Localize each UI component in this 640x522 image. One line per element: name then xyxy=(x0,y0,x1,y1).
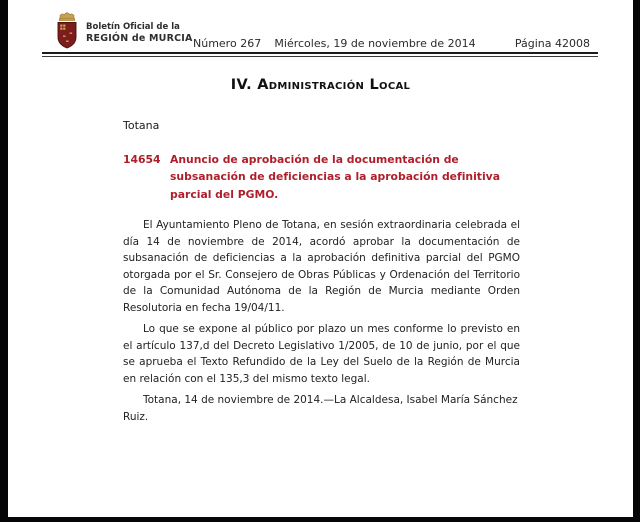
announcement-body xyxy=(123,118,520,425)
section-title: IV. Administración Local xyxy=(230,77,411,93)
notice-title: Anuncio de aprobación de la documentación de subsanación de deficiencias a la aprobación definitiva parcial del PGMO. xyxy=(170,152,500,201)
masthead-line1: Boletín Oficial de la xyxy=(86,22,180,32)
document-page xyxy=(8,0,633,517)
paragraph-2: Lo que se expone al público por plazo un mes conforme lo previsto en el artículo 137,d del Decreto Legislativo 1/2005, de 10 de junio, por el que se aprueba el Texto Refundido de la Ley del Suelo de la Región de Murcia en relación con el 135,3 del mismo texto legal. xyxy=(123,323,520,385)
masthead xyxy=(8,0,633,58)
notice-heading xyxy=(123,151,520,204)
paragraph-1: El Ayuntamiento Pleno de Totana, en sesión extraordinaria celebrada el día 14 de noviembre de 2014, acordó aprobar la documentación de subsanación de deficiencias a la aprobación definitiva parcial del PGMO otorgada por el Sr. Consejero de Obras Públicas y Ordenación del Territorio de la Comunidad Autónoma de la Región de Murcia mediante Orden Resolutoria en fecha 19/04/11. xyxy=(123,219,520,314)
page-number: Página 42008 xyxy=(514,37,590,50)
masthead-title xyxy=(86,22,193,45)
murcia-coat-of-arms-icon xyxy=(55,11,79,52)
issue-number: Número 267 xyxy=(193,37,262,50)
notice-number: 14654 xyxy=(123,152,161,166)
masthead-rule xyxy=(42,52,598,58)
signature-line: Totana, 14 de noviembre de 2014.—La Alcaldesa, Isabel María Sánchez Ruiz. xyxy=(123,394,518,423)
issue-date: Miércoles, 19 de noviembre de 2014 xyxy=(274,37,476,50)
municipality-heading: Totana xyxy=(123,119,160,132)
masthead-line2: REGIÓN de MURCIA xyxy=(86,32,193,44)
